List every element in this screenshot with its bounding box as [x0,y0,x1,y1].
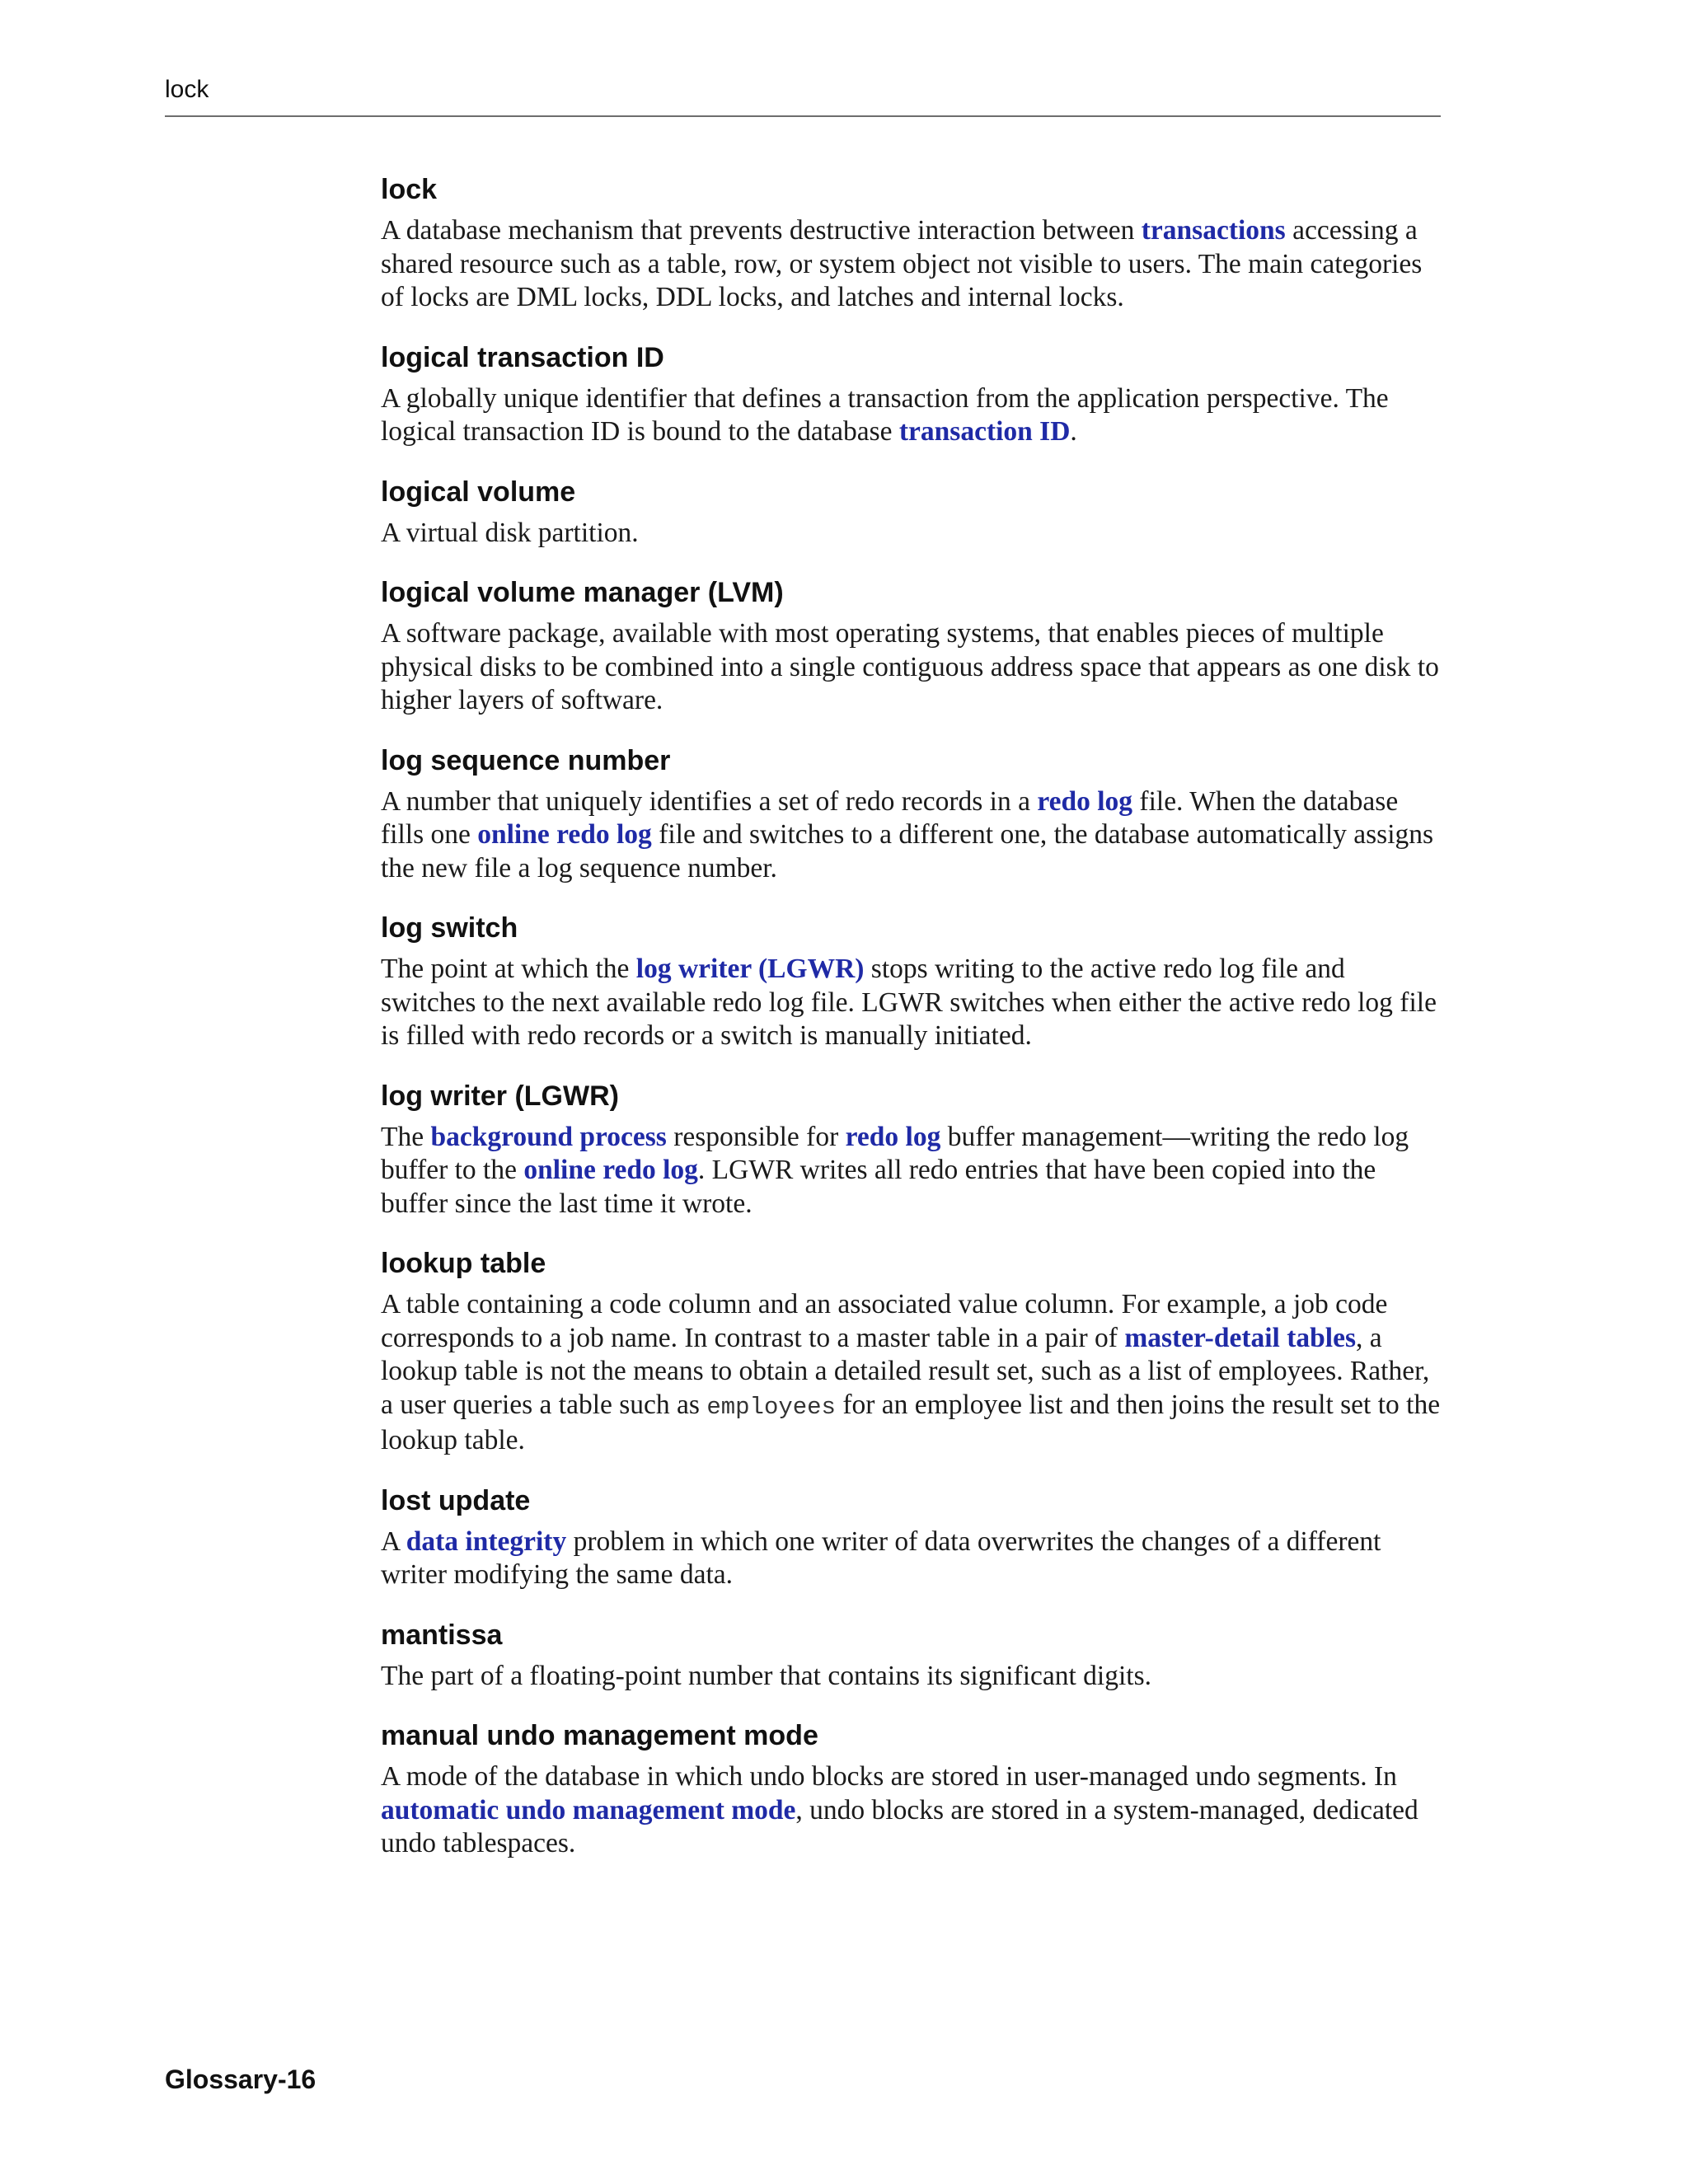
glossary-entry-logical-volume [381,474,1444,551]
cross-reference-link[interactable]: automatic undo management mode [381,1794,796,1825]
definition-text: A [381,1526,406,1557]
cross-reference-link[interactable]: online redo log [523,1155,698,1185]
cross-reference-link[interactable]: redo log [845,1121,941,1152]
glossary-definition [381,1660,1444,1694]
definition-text: , a lookup table is not the means to obtain a detailed result set, such as a list of employees. Rather, a user queries a table such as [381,1322,1430,1420]
definition-text: problem in which one writer of data overwrites the changes of a different writer modifying the same data. [381,1526,1381,1590]
glossary-definition [381,382,1444,449]
definition-text: , undo blocks are stored in a system-managed, dedicated undo tablespaces. [381,1794,1418,1858]
glossary-term: log sequence number [381,744,671,776]
glossary-entry-manual-undo-management-mode [381,1718,1444,1861]
glossary-definition [381,517,1444,551]
cross-reference-link[interactable]: log writer (LGWR) [635,954,865,984]
definition-text: A table containing a code column and an associated value column. For example, a job code corresponds to a job name. In contrast to a master table in a pair of [381,1289,1388,1353]
definition-text: A database mechanism that prevents destructive interaction between [381,215,1142,246]
cross-reference-link[interactable]: master-detail tables [1124,1322,1356,1353]
definition-text: . LGWR writes all redo entries that have been copied into the buffer since the last time it wrote. [381,1155,1376,1219]
glossary-term: log writer (LGWR) [381,1080,619,1112]
definition-text: A mode of the database in which undo blocks are stored in user-managed undo segments. In [381,1761,1397,1792]
glossary-entry-mantissa [381,1617,1444,1694]
definition-text: file and switches to a different one, the database automatically assigns the new file a log sequence number. [381,819,1434,883]
glossary-definition [381,214,1444,315]
glossary-entry-lock [381,171,1444,315]
definition-text: The part of a floating-point number that contains its significant digits. [381,1660,1152,1691]
glossary-entry-logical-volume-manager [381,574,1444,718]
glossary-entry-log-switch [381,910,1444,1053]
glossary-definition [381,1288,1444,1458]
cross-reference-link[interactable]: redo log [1037,785,1133,817]
cross-reference-link[interactable]: transactions [1141,215,1286,246]
definition-text: buffer management—writing the redo log buffer to the [381,1121,1409,1185]
glossary-term: logical volume [381,476,576,508]
glossary-term: lookup table [381,1248,546,1279]
glossary-term: manual undo management mode [381,1720,818,1751]
page-number: Glossary-16 [165,2064,316,2094]
glossary-term: lock [381,174,438,205]
glossary-definition [381,953,1444,1053]
definition-text: A number that uniquely identifies a set of redo records in a [381,785,1038,817]
definition-text: . [1070,416,1077,447]
cross-reference-link[interactable]: online redo log [477,819,652,850]
definition-text: file. When the database fills one [381,785,1399,850]
glossary-definition [381,617,1444,718]
glossary-term: logical volume manager (LVM) [381,577,784,608]
glossary-entry-log-sequence-number [381,743,1444,886]
glossary-definition [381,785,1444,886]
definition-text: The [381,1121,431,1152]
header-rule [165,115,1441,117]
glossary-definition [381,1121,1444,1221]
cross-reference-link[interactable]: transaction ID [898,416,1071,447]
glossary-term: logical transaction ID [381,341,664,373]
glossary-term: mantissa [381,1619,503,1651]
definition-text: A virtual disk partition. [381,517,639,548]
glossary-list [381,171,1444,1886]
definition-text: stops writing to the active redo log file and switches to the next available redo log file. LGWR switches when either the active redo log file is filled with redo records or a switch is manually initiated. [381,954,1437,1051]
definition-text: A globally unique identifier that defines a transaction from the application perspective. The logical transaction ID is bound to the database [381,382,1389,447]
definition-text: accessing a shared resource such as a table, row, or system object not visible to users. The main categories of locks are DML locks, DDL locks, and latches and internal locks. [381,215,1423,312]
code-term: employees [706,1393,836,1421]
glossary-term: log switch [381,912,518,944]
glossary-definition [381,1760,1444,1861]
glossary-entry-lookup-table [381,1245,1444,1458]
glossary-entry-logical-transaction-id [381,340,1444,449]
glossary-entry-lost-update [381,1483,1444,1592]
definition-text: for an employee list and then joins the result set to the lookup table. [381,1389,1441,1455]
glossary-definition [381,1526,1444,1592]
glossary-term: lost update [381,1484,531,1516]
definition-text: responsible for [666,1121,846,1152]
cross-reference-link[interactable]: background process [430,1121,667,1152]
definition-text: The point at which the [381,954,636,984]
running-header: lock [165,76,209,103]
definition-text: A software package, available with most operating systems, that enables pieces of multiple physical disks to be combined into a single contiguous address space that appears as one disk to higher layers of software. [381,618,1439,715]
cross-reference-link[interactable]: data integrity [406,1526,567,1557]
glossary-entry-log-writer [381,1078,1444,1221]
